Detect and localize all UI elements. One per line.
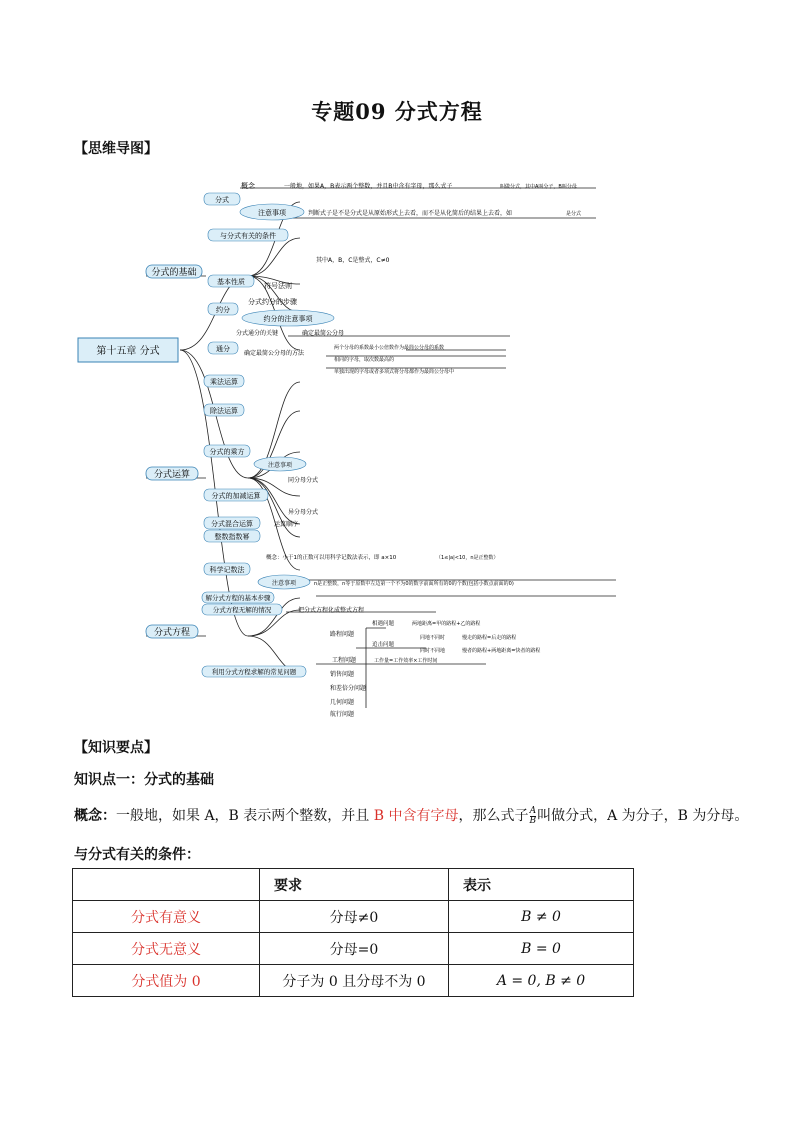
table-cell-req: 分子为 0 且分母不为 0: [260, 965, 449, 997]
mindmap-sci-cond: （1≤|a|<10，n是正整数）: [436, 555, 499, 561]
mindmap-yuefen-steps: 分式约分的步骤: [248, 298, 297, 306]
table-cell-expr: B ≠ 0: [449, 901, 634, 933]
mindmap-amount: 和差倍分问题: [330, 685, 367, 692]
table-row: [73, 965, 634, 997]
mindmap-lcd-1: 两个分母的系数最小公倍数作为最简公分母的系数: [334, 345, 445, 351]
mindmap-diff-den: 异分母分式: [288, 509, 319, 516]
mindmap-sci-notice-text: n是正整数，n等于原数中左边第一个不为0的数字前面所有的0的个数(包括小数点前面的0): [314, 581, 514, 587]
mindmap-chase1: 同地不同时: [420, 635, 446, 641]
table-header-cell: [73, 869, 260, 901]
mindmap-concept-text2: 叫做分式，其中A叫分子，B叫分母: [500, 184, 577, 190]
table-row: [73, 901, 634, 933]
mindmap-lcd-2: 相同的字母，取次数最高的: [334, 357, 395, 363]
mindmap-notice-text: 判断式子是不是分式是从原始形式上去看，而不是从化简后的结果上去看，如: [308, 210, 513, 217]
table-cell-name: 分式值为 0: [73, 965, 260, 997]
section-points-heading: 【知识要点】: [74, 740, 158, 756]
mindmap-basic-property: 基本性质: [217, 278, 245, 286]
mindmap-tongfen: 通分: [216, 345, 230, 353]
page-title: 专题09 分式方程: [311, 99, 483, 124]
concept-label: 概念：: [74, 808, 116, 824]
mindmap-eq-no-sol-text: 把分式方程化成整式方程: [298, 607, 365, 614]
mindmap-chase2-text: 慢者的路程+两地距离=快者的路程: [462, 648, 541, 654]
mindmap-equation: 分式方程: [153, 628, 191, 638]
mindmap-tongfen-key: 分式通分的关键: [236, 330, 279, 337]
mindmap-yuefen-notice: 约分的注意事项: [263, 315, 313, 323]
mindmap-travel: 路程问题: [330, 631, 355, 638]
concept-frac-num: A: [529, 805, 537, 816]
concept-fraction: [530, 807, 537, 826]
table-cell-name: 分式无意义: [73, 933, 260, 965]
mindmap-meet-text: 两地距离=甲的路程+乙的路程: [412, 621, 481, 627]
mindmap-concept: 概念: [241, 182, 255, 190]
mind-map: [76, 158, 636, 718]
mindmap-basics: 分式的基础: [151, 268, 197, 278]
mindmap-sci-text: 概念：小于1的正数可以用科学记数法表示，即 a×10: [266, 555, 397, 561]
mindmap-work: 工程问题: [332, 657, 357, 664]
mindmap-fenshi: 分式: [215, 196, 229, 204]
mindmap-sailing: 航行问题: [330, 711, 355, 718]
mindmap-mul: 乘法运算: [210, 378, 238, 386]
mindmap-sign-rule: 符号法则: [264, 282, 292, 290]
mindmap-concept-text: 一般地，如果A，B表示两个整数，并且B中含有字母，那么式子: [284, 183, 453, 190]
mindmap-pow-notice: 注意事项: [267, 462, 293, 469]
table-cell-expr: A = 0, B ≠ 0: [449, 965, 634, 997]
mindmap-tongfen-key-text: 确定最简公分母: [302, 330, 345, 337]
mindmap-lcd-method: 确定最简公分母的方法: [244, 350, 305, 357]
concept-frac-den: B: [529, 815, 537, 826]
table-header-row: [73, 869, 634, 901]
mindmap-mixed-order: 运算顺序: [274, 521, 299, 528]
mindmap-eq-steps: 解分式方程的基本步骤: [205, 594, 271, 602]
point1-heading: 知识点一：分式的基础: [74, 772, 214, 788]
mindmap-neg-exp: 整数指数幂: [214, 533, 250, 541]
mindmap-yuefen: 约分: [216, 306, 230, 314]
mindmap-addsub: 分式的加减运算: [211, 492, 261, 500]
mindmap-chase: 追击问题: [372, 642, 395, 648]
mindmap-app: 利用分式方程求解的常见问题: [211, 668, 297, 676]
concept-highlight: B 中含有字母: [373, 808, 459, 824]
mindmap-geometry: 几何问题: [330, 699, 355, 706]
mindmap-chase1-text: 慢走的路程=后走的路程: [462, 635, 517, 641]
mindmap-property-text: 其中A，B，C是整式，C≠0: [316, 257, 390, 264]
mindmap-sci-notice: 注意事项: [271, 580, 297, 587]
mindmap-sales: 销售问题: [330, 671, 355, 678]
mindmap-div: 除法运算: [210, 407, 238, 415]
table-cell-req: 分母≠0: [260, 901, 449, 933]
mindmap-ops: 分式运算: [153, 470, 191, 480]
conditions-heading: 与分式有关的条件：: [74, 847, 200, 863]
conditions-table: [72, 868, 634, 997]
concept-text3: 叫做分式，A 为分子，B 为分母。: [537, 808, 749, 824]
concept-text2: ，那么式子: [458, 808, 529, 824]
mindmap-notice: 注意事项: [258, 209, 286, 217]
table-cell-req: 分母=0: [260, 933, 449, 965]
table-header-cell: 表示: [449, 869, 634, 901]
table-cell-name: 分式有意义: [73, 901, 260, 933]
concept-paragraph: [74, 805, 748, 826]
mindmap-chase2: 同时不同地: [420, 648, 446, 654]
mindmap-eq-no-sol: 分式方程无解的情况: [212, 606, 272, 614]
section-mindmap-heading: 【思维导图】: [74, 141, 158, 157]
mindmap-root: 第十五章 分式: [96, 346, 160, 357]
mindmap-conditions: 与分式有关的条件: [220, 232, 276, 240]
mindmap-pow: 分式的乘方: [209, 448, 245, 456]
concept-text1: 一般地，如果 A，B 表示两个整数，并且: [116, 808, 374, 824]
mindmap-work-text: 工作量=工作效率×工作时间: [374, 658, 438, 664]
table-row: [73, 933, 634, 965]
table-header-cell: 要求: [260, 869, 449, 901]
mindmap-same-den: 同分母分式: [288, 477, 319, 484]
mindmap-sci: 科学记数法: [209, 566, 245, 574]
mindmap-lcd-3: 单独出现的字母或者多项式将分母都作为最简公分母中: [334, 369, 455, 375]
mindmap-meet: 相遇问题: [372, 621, 395, 627]
mindmap-mixed: 分式混合运算: [211, 520, 253, 528]
mindmap-notice-text2: 是分式: [566, 211, 582, 217]
table-cell-expr: B = 0: [449, 933, 634, 965]
